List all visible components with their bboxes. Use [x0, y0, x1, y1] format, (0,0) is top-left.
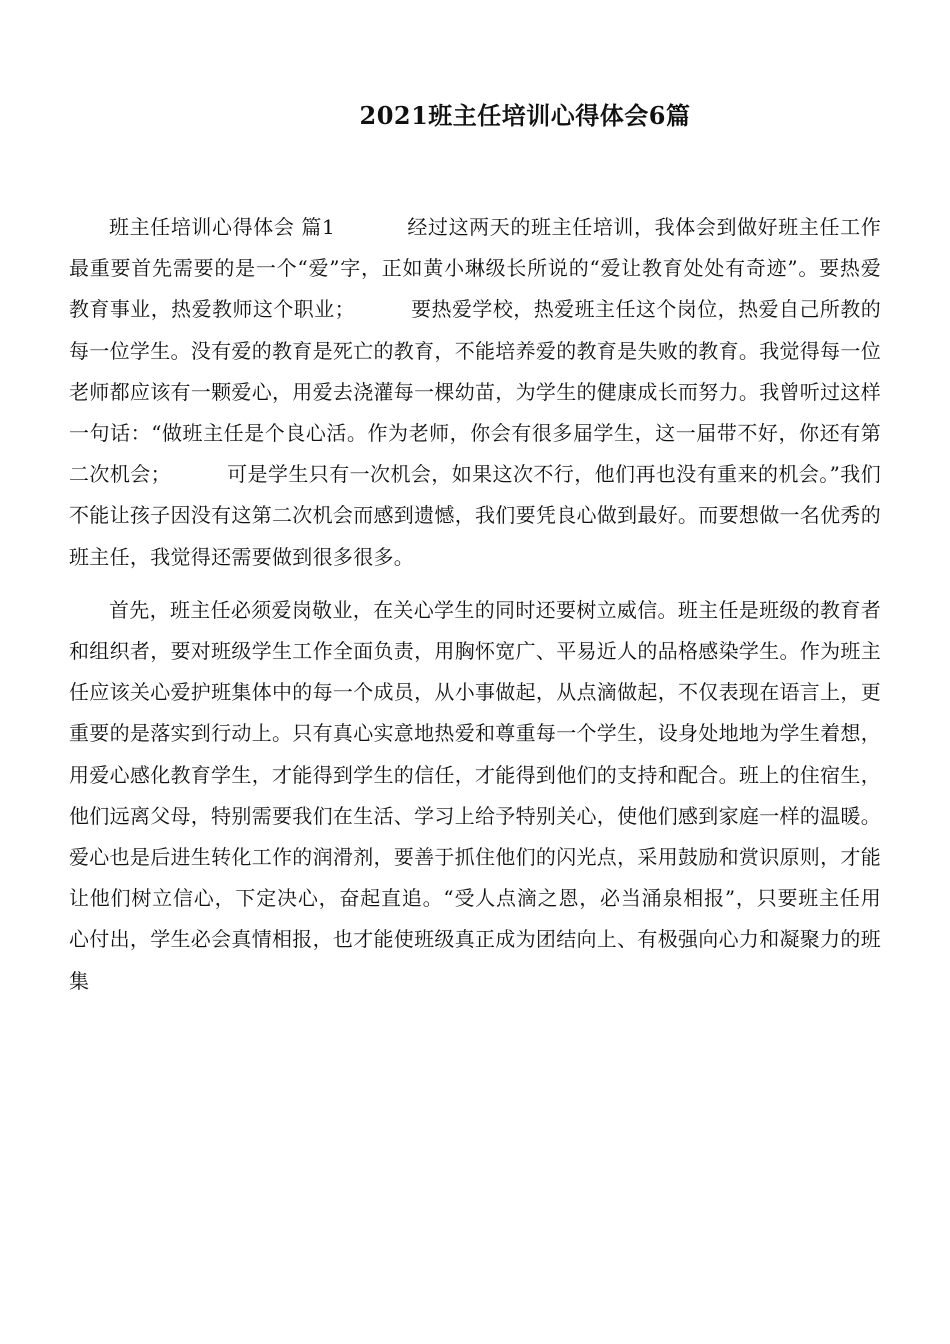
paragraph-2 [69, 590, 881, 1002]
paragraph-1-text-b: 要热爱学校，热爱班主任这个岗位，热爱自己所教的每一位学生。没有爱的教育是死亡的教育，不能培养爱的教育是失败的教育。我觉得每一位老师都应该有一颗爱心，用爱去浇灌每一棵幼苗，为学生的健康成长而努力。我曾听过这样一句话：“做班主任是个良心活。作为老师，你会有很多届学生，这一届带不好，你还有第二次机会； [69, 297, 881, 487]
paragraph-1 [69, 207, 881, 578]
paragraph-1-text-c: 可是学生只有一次机会，如果这次不行，他们再也没有重来的机会。”我们不能让孩子因没有这第二次机会而感到遗憾，我们要凭良心做到最好。而要想做一名优秀的班主任，我觉得还需要做到很多很多。 [69, 462, 882, 569]
section-label: 班主任培训心得体会 篇1 [109, 215, 336, 239]
paragraph-1-text-a: 经过这两天的班主任培训，我体会到做好班主任工作最重要首先需要的是一个“爱”字，正如黄小琳级长所说的“爱让教育处处有奇迹”。要热爱教育事业，热爱教师这个职业； [69, 215, 882, 322]
document-body [69, 207, 881, 1002]
document-title: 2021班主任培训心得体会6篇 [359, 101, 691, 130]
paragraph-2-text: 首先，班主任必须爱岗敬业，在关心学生的同时还要树立威信。班主任是班级的教育者和组织者，要对班级学生工作全面负责，用胸怀宽广、平易近人的品格感染学生。作为班主任应该关心爱护班集体中的每一个成员，从小事做起，从点滴做起，不仅表现在语言上，更重要的是落实到行动上。只有真心实意地热爱和尊重每一个学生，设身处地地为学生着想，用爱心感化教育学生，才能得到学生的信任，才能得到他们的支持和配合。班上的住宿生，他们远离父母，特别需要我们在生活、学习上给予特别关心，使他们感到家庭一样的温暖。爱心也是后进生转化工作的润滑剂，要善于抓住他们的闪光点，采用鼓励和赏识原则，才能让他们树立信心，下定决心，奋起直追。“受人点滴之恩，必当涌泉相报”，只要班主任用心付出，学生必会真情相报，也才能使班级真正成为团结向上、有极强向心力和凝聚力的班集 [69, 597, 881, 993]
